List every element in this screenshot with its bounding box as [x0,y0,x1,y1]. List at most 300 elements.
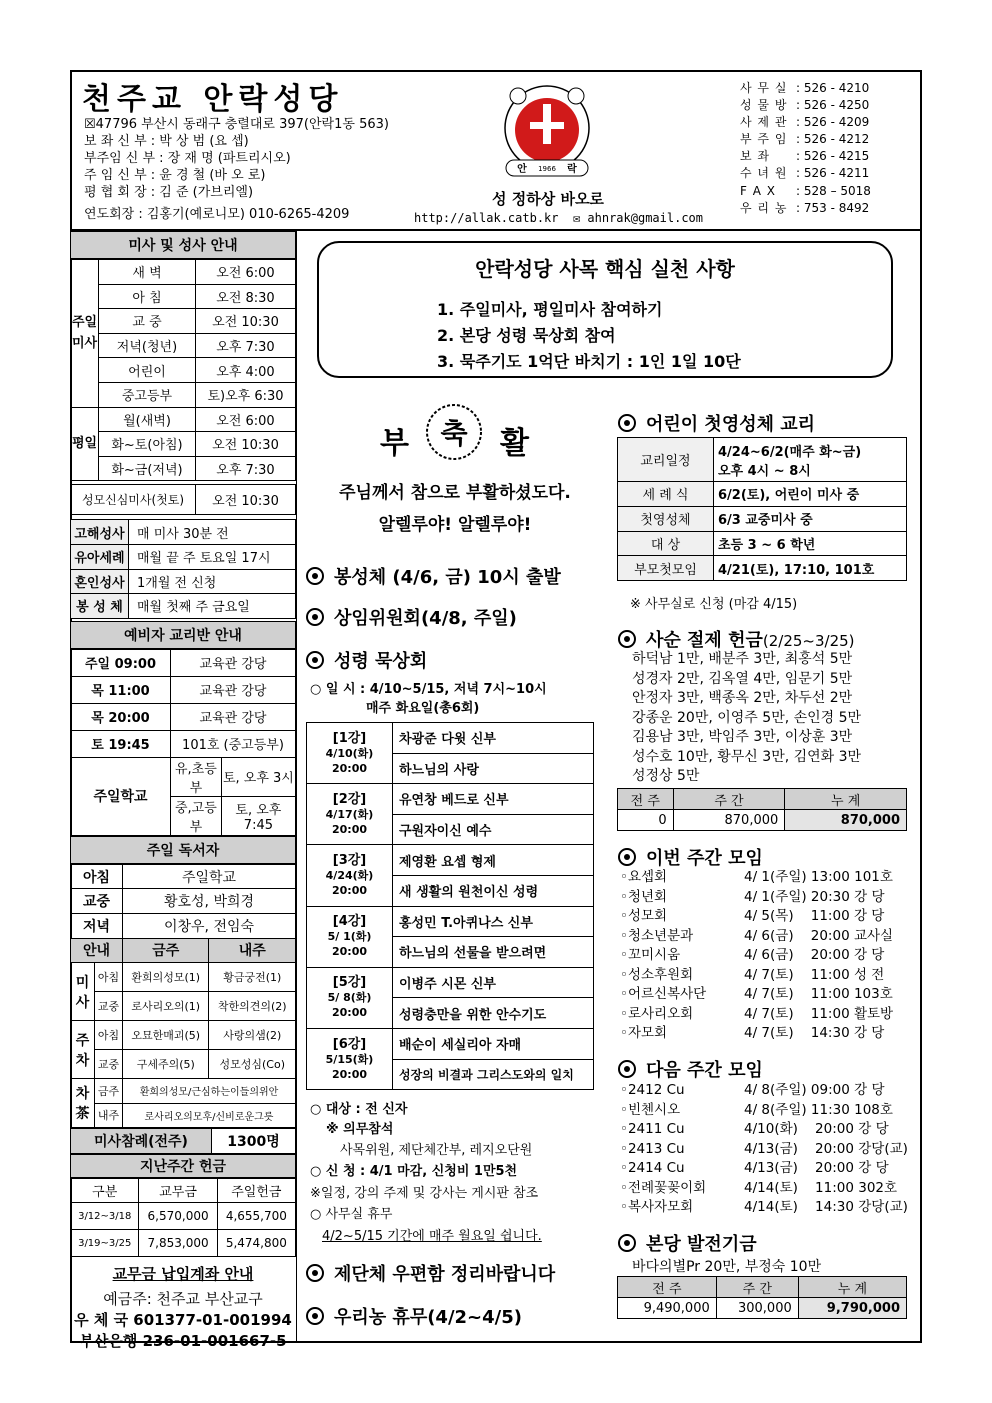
sum-head: 주 간 [673,789,785,810]
meeting-when: 4/10(화) 20:00 강 당 [744,1121,889,1137]
notice-3: 성령 묵상회 [306,647,427,673]
fund-sum-wrap [617,1276,907,1319]
meeting-name: ◦복사자모회 [620,1199,694,1215]
meeting-name: ◦자모회 [620,1025,668,1041]
phone-row [740,80,871,97]
duty-row [71,1050,296,1079]
catechumen-row [71,676,296,703]
bullet-icon [306,567,324,585]
sum-head: 누 계 [785,789,907,810]
meeting-when: 4/13(금) 20:00 강 당 [744,1160,889,1176]
offering-table [70,1178,296,1258]
tea-week: 금주 [95,1079,123,1104]
reader-row [71,889,296,914]
mass-time: 오후 4:00 [196,358,296,383]
sum-value: 0 [618,810,674,831]
lent-donor-line: 하덕남 1만, 배분주 3만, 최홍석 5만 [632,651,853,667]
communion-val: 6/2(토), 어린이 미사 중 [714,482,907,507]
duty-head: 금주 [123,938,209,963]
bullet-icon [618,1060,636,1078]
readers-title: 주일 독서자 [70,836,296,864]
staff-line: 주 임 신 부 : 윤 경 철 (바 오 로) [84,168,266,183]
school-row [71,757,296,796]
bullet-icon [306,1307,324,1325]
next-week-list [620,1081,908,1218]
reader-names: 이창우, 전임숙 [123,913,296,938]
communion-row [618,556,907,581]
lent-donor-line: 성수호 10만, 황무신 3만, 김연화 3만 [632,748,862,765]
school-label: 주일학교 [71,757,171,835]
school-group: 유,초등부 [171,757,222,796]
duty-next-week: 황금궁전(1) [209,963,296,992]
reader-mass: 저녁 [71,913,123,938]
sacrament-row [71,594,296,619]
lecture-speaker: 차광준 다윗 신부 [393,723,594,754]
lecture-n: [4강] [332,914,367,930]
account-post: 우 체 국 601377-01-001994 [74,1311,292,1330]
school-group: 중,고등부 [171,796,222,835]
communion-row [618,482,907,507]
sum-head-row [618,1277,907,1298]
tea-groups: 로사리오의모후/신비로운그릇 [123,1103,296,1128]
phone-row [740,131,871,148]
lent-sum-wrap [617,788,907,831]
lecture-d: 5/15(화) [325,1052,374,1066]
duty-this-week: 로사리오의(1) [123,992,209,1021]
communion-table-wrap [617,437,907,581]
meeting-row [620,1081,908,1101]
meeting-when: 4/ 7(토) 11:00 성 전 [744,966,885,983]
meeting-name: ◦빈첸시오 [620,1101,681,1118]
mass-name: 아 침 [99,284,196,309]
sum-value: 300,000 [716,1298,798,1319]
lecture-t: 20:00 [331,883,367,897]
class-time: 목 20:00 [71,703,171,730]
notice-4: 제단체 우편함 정리바랍니다 [306,1260,555,1286]
duty-list: 사목위원, 제단체간부, 레지오단원 [340,1143,533,1158]
meeting-name: ◦2413 Cu [620,1140,685,1157]
key-item: 3. 묵주기도 1억단 바치기 : 1인 1일 10단 [437,352,741,371]
lecture-topic: 하느님의 사랑 [393,753,594,784]
sacrament-row [71,544,296,569]
phone-row [740,114,871,131]
communion-row [618,506,907,531]
meeting-row [620,1101,908,1121]
lecture-d: 4/10(화) [325,746,374,760]
retreat-schedule: ○ 일 시 : 4/10~5/15, 저녁 7시~10시 [310,682,547,697]
meeting-when: 4/ 8(주일) 09:00 강 당 [744,1082,885,1098]
account-bank: 부산은행 236-01-001667-5 [79,1332,287,1351]
mass-name: 새 벽 [99,260,196,285]
offering-cell: 3/19~3/25 [71,1230,139,1257]
meeting-row [620,1179,908,1199]
mass-time: 오전 10:30 [196,432,296,457]
column-divider [296,231,297,1343]
lecture-topic: 새 생활의 원천이신 성령 [393,875,594,906]
website[interactable] [414,211,703,225]
phone-number: : 526 - 4209 [796,115,870,130]
mass-row [71,333,296,358]
motto: 성 정하상 바오로 [492,190,604,208]
mass-time: 오전 8:30 [196,284,296,309]
lent-sum-table [617,788,907,831]
account-holder: 예금주: 천주교 부산교구 [103,1290,263,1309]
duty-row [71,992,296,1021]
lecture-row [307,784,594,815]
mass-time: 오후 7:30 [196,333,296,358]
mass-time: 오전 10:30 [196,309,296,334]
communion-title: 어린이 첫영성체 교리 [618,410,815,436]
communion-row [618,438,907,482]
lecture-topic: 하느님의 선물을 받으려면 [393,937,594,968]
class-time: 토 19:45 [71,730,171,757]
mass-row [71,407,296,432]
sunday-label: 주일미사 [71,260,99,408]
phone-label: 보 좌 [740,149,770,164]
class-place: 교육관 강당 [171,649,296,676]
lecture-t: 20:00 [331,1067,367,1081]
meeting-row [620,1140,908,1160]
offering-head-row [71,1178,296,1203]
mass-time: 토)오후 6:30 [196,382,296,407]
lecture-n: [3강] [332,852,367,868]
key-item: 2. 본당 성령 묵상회 참여 [437,326,616,345]
reader-row [71,864,296,889]
attendance-label: 미사참례(전주) [71,1129,212,1154]
tea-label: 차茶 [71,1079,95,1128]
phone-row [740,165,871,182]
communion-table [617,437,907,581]
duty-next-week: 착한의견의(2) [209,992,296,1021]
meeting-row [620,907,893,927]
meeting-name: ◦로사리오회 [620,1005,694,1022]
mass-row [71,358,296,383]
lecture-speaker: 유연창 베드로 신부 [393,784,594,815]
meeting-when: 4/ 1(주일) 13:00 101호 [744,869,893,885]
lecture-n: [5강] [332,975,367,991]
meeting-when: 4/ 7(토) 14:30 강 당 [744,1025,885,1041]
lecture-n: [2강] [332,791,367,807]
mass-name: 화~금(저녁) [99,456,196,481]
class-place: 교육관 강당 [171,703,296,730]
mass-name: 교 중 [99,309,196,334]
meeting-row [620,1159,908,1179]
sacrament-table [70,519,296,618]
phone-label: 사 무 실 [740,81,788,95]
phone-label: 사 제 관 [740,115,788,130]
logo-omega-badge [568,88,584,104]
sum-head-row [618,789,907,810]
lecture-date [307,967,393,1028]
mass-row [71,260,296,285]
lecture-d: 4/24(화) [325,868,374,882]
lecture-n: [1강] [332,730,367,746]
weekday-label: 평일 [71,407,99,481]
key-practice-box [317,241,893,378]
communion-val: 4/21(토), 17:10, 101호 [714,556,907,581]
lecture-date [307,784,393,845]
offering-cell: 7,853,000 [139,1230,217,1257]
phone-label: 우 리 농 [740,200,788,215]
communion-key: 세 례 식 [618,482,714,507]
attendance-table [70,1128,296,1154]
offering-cell: 6,570,000 [139,1203,217,1230]
offering-title: 지난주간 헌금 [70,1154,296,1178]
lecture-t: 20:00 [331,1006,367,1020]
duty-head: 내주 [209,938,296,963]
bullet-icon [618,630,636,648]
sum-value: 9,490,000 [618,1298,717,1319]
logo-year: 1966 [538,165,556,173]
fund-donors: 바다의별Pr 20만, 부정숙 10만 [632,1259,822,1275]
sum-value: 870,000 [673,810,785,831]
phone-label: 부 주 임 [740,132,788,147]
easter-line-2: 알렐루야! 알렐루야! [378,515,532,535]
offering-row [71,1203,296,1230]
meeting-name: ◦2412 Cu [620,1082,685,1098]
website-url[interactable]: http://allak.catb.kr [414,211,559,225]
communion-val: 초등 3 ~ 6 학년 [714,531,907,556]
parish-logo [494,78,600,184]
phone-number: : 526 - 4210 [796,81,870,95]
bullet-icon [306,651,324,669]
target: ○ 대상 : 전 신자 [310,1102,408,1117]
office-closed-detail: 4/2~5/15 기간에 매주 월요일 쉽니다. [322,1229,542,1244]
duty-row [71,1021,296,1050]
bullet-icon [306,608,324,626]
tea-row [71,1103,296,1128]
meeting-name: ◦성모회 [620,908,668,924]
phone-number: : 526 - 4211 [796,166,870,181]
parish-title: 천주교 안락성당 [82,82,344,117]
meeting-when: 4/ 5(목) 11:00 강 당 [744,908,885,924]
lent-title: 사순 절제 헌금(2/25~3/25) [618,626,855,652]
mass-name: 월(새벽) [99,407,196,432]
duty-group: 주차 [71,1021,95,1079]
easter-char-center: 축 [440,417,468,450]
meeting-row [620,927,893,947]
meeting-row [620,985,893,1005]
reader-names: 황호성, 박희경 [123,889,296,914]
meeting-name: ◦전례꽃꽂이회 [620,1179,707,1196]
bullet-icon [618,414,636,432]
offering-head: 교무금 [139,1178,217,1203]
lecture-n: [6강] [332,1036,367,1052]
logo-text-2: 락 [567,164,577,175]
communion-val: 4/24~6/2(매주 화~금) 오후 4시 ~ 8시 [714,438,907,482]
phone-label: 수 녀 원 [740,166,788,181]
logo-cross-v [543,104,551,144]
duty-this-week: 구세주의(5) [123,1050,209,1079]
communion-key: 첫영성체 [618,506,714,531]
mass-time: 오전 6:00 [196,260,296,285]
sum-value: 870,000 [785,810,907,831]
lecture-t: 20:00 [331,822,367,836]
mass-time: 오후 7:30 [196,456,296,481]
sacrament-info: 1개월 전 신청 [129,569,296,594]
sacrament-row [71,569,296,594]
meeting-row [620,1120,908,1140]
note: ※일정, 강의 주제 및 강사는 게시판 참조 [310,1186,539,1201]
class-time: 주일 09:00 [71,649,171,676]
lecture-topic: 구원자이신 예수 [393,814,594,845]
left-column [70,231,296,1352]
communion-key: 대 상 [618,531,714,556]
catechumen-title: 예비자 교리반 안내 [70,621,296,649]
duty-this-week: 오묘한매괴(5) [123,1021,209,1050]
easter-char-3: 활 [500,426,529,461]
lecture-date [307,1028,393,1089]
meeting-row [620,868,893,888]
bullet-icon [618,1234,636,1252]
fund-sum-table [617,1276,907,1319]
mass-row [71,284,296,309]
lecture-table-wrap [306,722,594,1090]
sacrament-name: 고해성사 [71,520,129,545]
bullet-icon [618,848,636,866]
sum-head: 누 계 [798,1277,906,1298]
lecture-d: 5/ 1(화) [327,930,372,944]
duty-mass: 아침 [95,963,123,992]
logo-alpha-badge [510,88,526,104]
offering-cell: 4,655,700 [217,1203,295,1230]
phone-row [740,97,871,114]
easter-emblem [424,402,484,462]
lecture-date [307,845,393,906]
lecture-topic: 성령충만을 위한 안수기도 [393,998,594,1029]
sacrament-info: 매월 첫째 주 금요일 [129,594,296,619]
meeting-name: ◦청년회 [620,888,668,905]
communion-val: 6/3 교중미사 중 [714,506,907,531]
duty-head-row [71,938,296,963]
phone-row [740,200,871,217]
duty-head: 안내 [71,938,123,963]
reader-mass: 교중 [71,889,123,914]
communion-row [618,531,907,556]
meeting-name: ◦성소후원회 [620,966,694,983]
duty-mass: 교중 [95,1050,123,1079]
sacrament-name: 혼인성사 [71,569,129,594]
lecture-t: 20:00 [331,945,367,959]
readers-table [70,864,296,1129]
staff-line: 부주임 신 부 : 장 재 명 (파트리시오) [84,151,291,166]
apply: ○ 신 청 : 4/1 마감, 신청비 1만5천 [310,1164,518,1179]
school-time: 토, 오후 7:45 [221,796,295,835]
catechumen-row [71,649,296,676]
lecture-date [307,723,393,784]
meeting-when: 4/ 1(주일) 20:30 강 당 [744,888,885,905]
lecture-row [307,967,594,998]
easter-line-1: 주님께서 참으로 부활하셨도다. [339,483,571,503]
logo-text-1: 안 [517,164,527,175]
meeting-when: 4/ 8(주일) 11:30 108호 [744,1101,893,1118]
phone-list [740,80,871,217]
phone-row [740,183,871,200]
offering-row [71,1230,296,1257]
lent-donor-line: 성경자 2만, 김옥열 4만, 임문기 5만 [632,670,853,687]
meeting-name: ◦2414 Cu [620,1160,685,1176]
notice-1: 봉성체 (4/6, 금) 10시 출발 [306,563,561,589]
meeting-name: ◦요셉회 [620,869,668,885]
account-title: 교무금 납입계좌 안내 [112,1265,254,1284]
mass-times-table [70,259,296,481]
phone-number: : 526 - 4212 [796,132,870,147]
meeting-when: 4/ 6(금) 20:00 교사실 [744,927,894,944]
first-sat-time: 오전 10:30 [196,485,296,515]
catechumen-row [71,703,296,730]
sum-value-row [618,1298,907,1319]
reader-row [71,913,296,938]
next-week-title: 다음 주간 모임 [618,1056,763,1082]
duty-next-week: 성모성심(Co) [209,1050,296,1079]
phone-number: : 526 - 4215 [796,149,870,164]
mass-row [71,432,296,457]
fund-title: 본당 발전기금 [618,1230,757,1256]
meeting-when: 4/ 7(토) 11:00 103호 [744,986,893,1002]
meeting-name: ◦어르신복사단 [620,986,707,1002]
sum-value: 9,790,000 [798,1298,906,1319]
sacrament-info: 매 미사 30분 전 [129,520,296,545]
attendance-value: 1300명 [212,1129,296,1154]
meeting-row [620,966,893,986]
meeting-row [620,1005,893,1025]
lent-donor-line: 성정상 5만 [632,768,700,784]
notice-2: 상임위원회(4/8, 주일) [306,604,517,630]
tea-row [71,1079,296,1104]
offering-cell: 3/12~3/18 [71,1203,139,1230]
office-closed: ○ 사무실 휴무 [310,1207,393,1222]
communion-note: ※ 사무실로 신청 (마감 4/15) [630,597,798,612]
duty-mass: 교중 [95,992,123,1021]
meeting-when: 4/ 6(금) 20:00 강 당 [744,947,885,963]
staff-line: 연도회장 : 김홍기(예로니모) 010-6265-4209 [84,207,350,222]
notice-5: 우리농 휴무(4/2~4/5) [306,1303,522,1329]
sacrament-row [71,520,296,545]
meeting-name: ◦꼬미시움 [620,947,681,963]
meeting-row [620,1024,893,1044]
address: ☒47796 부산시 동래구 충렬대로 397(안락1동 563) [84,117,389,132]
class-place: 101호 (중고등부) [171,730,296,757]
tea-week: 내주 [95,1103,123,1128]
catechumen-table [70,649,296,836]
sum-head: 전 주 [618,1277,717,1298]
sum-value-row [618,810,907,831]
reader-mass: 아침 [71,864,123,889]
meeting-row [620,946,893,966]
offering-cell: 5,474,800 [217,1230,295,1257]
mass-name: 어린이 [99,358,196,383]
duty-mass: 아침 [95,1021,123,1050]
meeting-when: 4/13(금) 20:00 강당(교) [744,1140,908,1157]
lecture-row [307,906,594,937]
sum-head: 주 간 [716,1277,798,1298]
lecture-d: 5/ 8(화) [327,991,372,1005]
account-lines [70,1289,296,1352]
lecture-row [307,845,594,876]
mass-name: 중고등부 [99,382,196,407]
lecture-date [307,906,393,967]
lent-donor-line: 김용남 3만, 박임주 3만, 이상훈 3만 [632,729,853,745]
phone-label: F A X [740,183,776,198]
lent-donors [632,650,861,787]
school-time: 토, 오후 3시 [221,757,295,796]
mass-row [71,382,296,407]
first-sat-label: 성모신심미사(첫토) [71,485,196,515]
communion-key: 부모첫모임 [618,556,714,581]
offering-head: 구분 [71,1178,139,1203]
offering-head: 주일헌금 [217,1178,295,1203]
email[interactable]: ✉ ahnrak@gmail.com [572,211,703,225]
